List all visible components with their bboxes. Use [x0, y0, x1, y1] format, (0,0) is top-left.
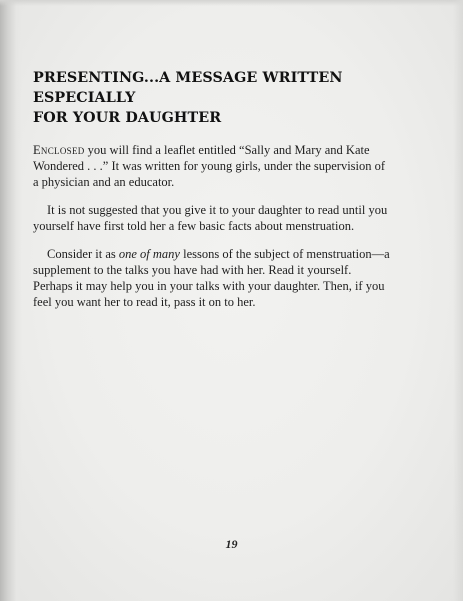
- paragraph-3-emphasis: one of many: [118, 247, 180, 261]
- heading-line-2: FOR YOUR DAUGHTER: [33, 110, 222, 126]
- paragraph-1: [33, 142, 393, 190]
- binding-gutter-shadow: [0, 0, 22, 601]
- paragraph-3: [33, 246, 393, 310]
- paragraph-3-text: lessons of the subject of menstruation—a supplement to the talks you have had with her. Read it yourself. Perhaps it may help you in your talks with your daughter. Then, if you feel you want her to read it, pass it on to her.: [33, 247, 390, 309]
- paragraph-1-text: you will find a leaflet entitled “Sally and Mary and Kate Wondered . . .” It was written for young girls, under the supervision of a physician and an educator.: [33, 143, 386, 189]
- paragraph-2: It is not suggested that you give it to your daughter to read until you yourself have first told her a few basic facts about menstruation.: [33, 203, 388, 233]
- page-number: 19: [225, 537, 238, 551]
- paragraph-1-lead-word: Enclosed: [33, 143, 85, 157]
- page-right-edge: [453, 0, 463, 601]
- page-content: [33, 68, 393, 322]
- paragraph-3-start: Consider it as: [47, 247, 119, 261]
- page-heading: [33, 68, 393, 128]
- page-top-edge: [0, 0, 463, 6]
- heading-line-1: PRESENTING...A MESSAGE WRITTEN ESPECIALLY: [33, 70, 343, 106]
